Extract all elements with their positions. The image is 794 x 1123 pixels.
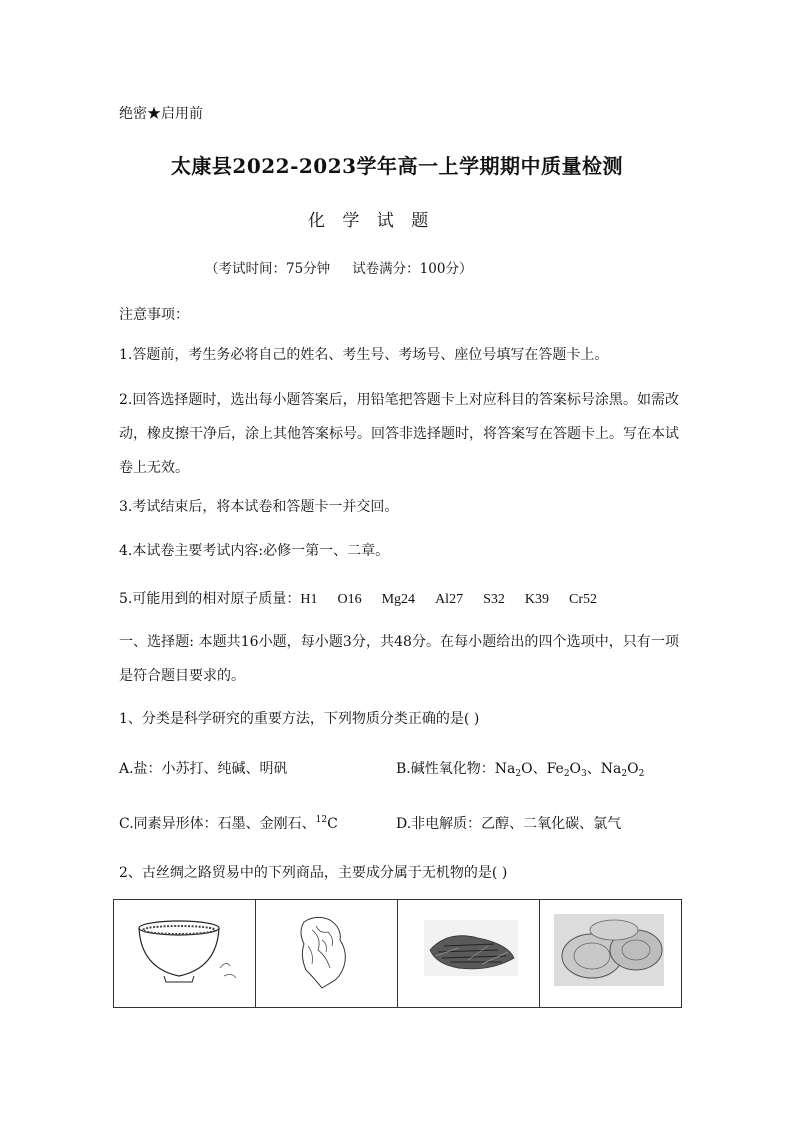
confidential-label: 绝密★启用前 <box>119 106 203 122</box>
note-item-4: 4.本试卷主要考试内容:必修一第一、二章。 <box>119 543 390 559</box>
exam-time: （考试时间：75分钟 <box>205 261 331 277</box>
q1-option-c-label: C.同素异形体：石墨、金刚石、 <box>119 816 316 832</box>
atomic-mass-line <box>119 588 617 608</box>
atomic-mass-item: H1 <box>300 592 318 607</box>
formula-text: O、Fe <box>521 761 564 777</box>
silk-cloth-picture <box>256 900 398 1007</box>
q1-stem: 1、分类是科学研究的重要方法，下列物质分类正确的是( ) <box>119 711 480 727</box>
cakes-picture <box>540 900 681 1007</box>
formula-text: 、Na <box>586 761 622 777</box>
atomic-mass-label: 5.可能用到的相对原子质量： <box>119 591 301 607</box>
note-item-2: 2.回答选择题时，选出每小题答案后，用铅笔把答题卡上对应科目的答案标号涂黑。如需改动，橡皮擦干净后，涂上其他答案标号。回答非选择题时，将答案写在答题卡上。写在本试卷上无效。 <box>119 392 679 476</box>
formula-subscript: 2 <box>621 769 628 779</box>
subject-title: 化 学 试 题 <box>308 211 435 231</box>
formula-text: O <box>569 761 582 777</box>
q2-image-table <box>113 899 682 1008</box>
tea-leaves-icon <box>398 900 539 1007</box>
formula-text: O <box>627 761 639 777</box>
q1-option-a: A.盐：小苏打、纯碱、明矾 <box>119 761 288 777</box>
q2-stem: 2、古丝绸之路贸易中的下列商品，主要成分属于无机物的是( ) <box>119 865 508 881</box>
notes-heading: 注意事项： <box>119 307 189 323</box>
atomic-mass-item: K39 <box>524 592 549 607</box>
tea-leaves-picture <box>398 900 540 1007</box>
formula-subscript: 3 <box>581 769 587 779</box>
exam-info <box>205 257 472 277</box>
full-score: 试卷满分：100分） <box>352 261 473 277</box>
q1-option-b <box>396 758 644 779</box>
porcelain-bowl-icon <box>114 900 255 1007</box>
formula-text: Na <box>494 761 516 777</box>
q1-option-b-label: B.碱性氧化物： <box>396 761 495 777</box>
cakes-icon <box>540 900 681 1007</box>
formula-subscript: 2 <box>515 769 522 779</box>
atomic-mass-item: Mg24 <box>381 592 416 607</box>
atomic-mass-item: S32 <box>483 592 505 607</box>
note-item-3: 3.考试结束后，将本试卷和答题卡一并交回。 <box>119 499 399 515</box>
isotope-mass-number: 12 <box>315 815 328 825</box>
note-item-1: 1.答题前，考生务必将自己的姓名、考生号、考场号、座位号填写在答题卡上。 <box>119 347 609 363</box>
exam-title: 太康县2022-2023学年高一上学期期中质量检测 <box>170 154 624 178</box>
isotope-element: C <box>327 816 338 832</box>
q1-option-c <box>119 813 338 833</box>
formula-subscript: 2 <box>563 769 570 779</box>
atomic-mass-item: Cr52 <box>568 592 597 607</box>
porcelain-bowl-picture <box>114 900 256 1007</box>
section1-instructions: 一、选择题: 本题共16小题，每小题3分，共48分。在每小题给出的四个选项中，只有一项是符合题目要求的。 <box>119 634 679 684</box>
atomic-mass-item: O16 <box>337 592 362 607</box>
q1-option-d: D.非电解质：乙醇、二氧化碳、氯气 <box>396 816 622 832</box>
formula-subscript: 2 <box>638 769 645 779</box>
atomic-mass-item: Al27 <box>435 592 464 607</box>
silk-cloth-icon <box>256 900 397 1007</box>
